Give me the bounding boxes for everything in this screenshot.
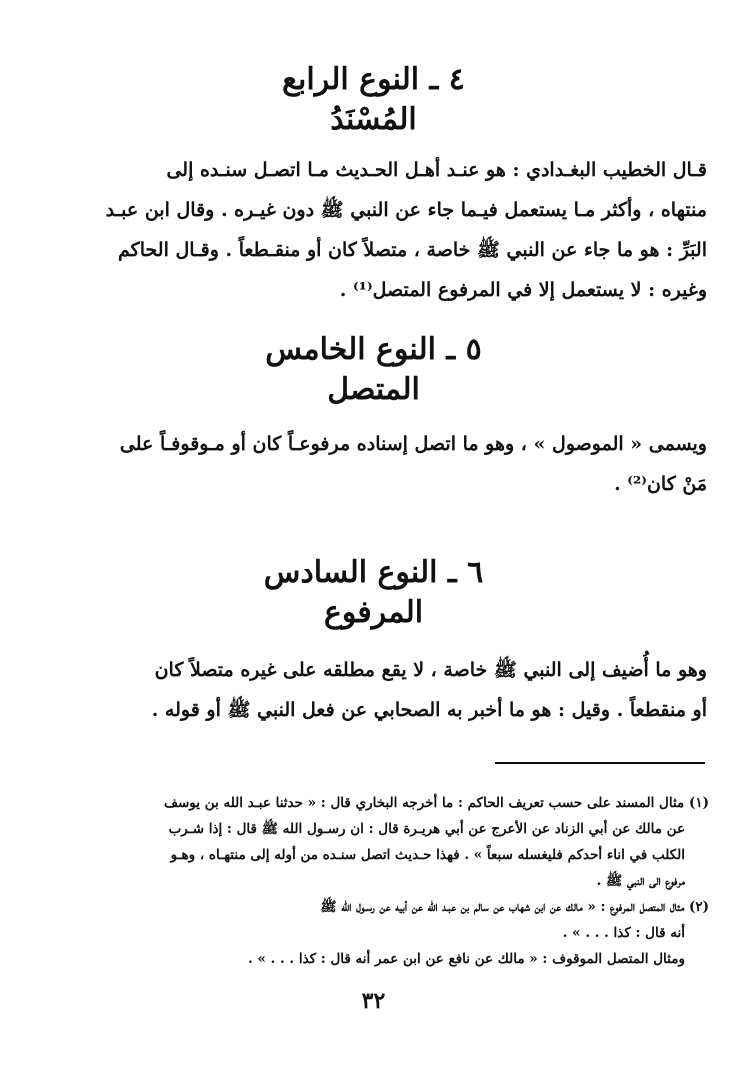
section-subtitle: المرفوع xyxy=(323,595,424,630)
paragraph-line: أو منقطعاً . وقيل : هو ما أخبر به الصحابي عن فعل النبي ﷺ أو قوله . xyxy=(151,699,707,721)
section-paragraph xyxy=(42,150,707,310)
section-title: ٦ ـ النوع السادس xyxy=(263,555,484,590)
footnote xyxy=(39,894,709,972)
section-heading xyxy=(0,553,747,633)
section-paragraph xyxy=(42,650,707,730)
section-subtitle: المُسْنَدُ xyxy=(330,102,417,137)
section-title: ٥ ـ النوع الخامس xyxy=(265,332,482,367)
section-paragraph xyxy=(42,424,707,504)
paragraph-line: وغيره : لا يستعمل إلا في المرفوع المتصل⁽¹⁾ . xyxy=(339,279,707,301)
footnote-line: مرفوع الى النبي ﷺ . xyxy=(596,873,685,889)
footnote-line: ومثال المتصل الموقوف : « مالك عن نافع عن ابن عمر أنه قال : كذا . . . » . xyxy=(248,951,685,967)
footnote-line: أنه قال : كذا . . . » . xyxy=(562,925,685,941)
footnote-line: (٢) مثال المتصل المرفوع : « مالك عن ابن شهاب عن سالم بن عبـد الله عن أبيه عن رسـول الله ﷺ xyxy=(320,899,709,915)
page-number: ٣٢ xyxy=(361,988,386,1014)
footnote xyxy=(39,790,709,894)
paragraph-line: مَنْ كان⁽²⁾ . xyxy=(614,473,707,495)
section-heading xyxy=(0,60,747,140)
footnote-line: الكلب في اناء أحدكم فليغسله سبعاً » . فهذا حـديث اتصل سنـده من أوله إلى منتهـاه ، وهـو xyxy=(170,847,685,863)
footnote-separator xyxy=(495,762,705,764)
section-subtitle: المتصل xyxy=(327,372,420,407)
paragraph-line: البَرِّ : هو ما جاء عن النبي ﷺ خاصة ، متصلاً كان أو منقـطعاً . وقـال الحاكم xyxy=(118,239,707,261)
paragraph-line: قـال الخطيب البغـدادي : هو عنـد أهـل الحـديث مـا اتصـل سنـده إلى xyxy=(166,159,707,181)
footnote-line: (١) مثال المسند على حسب تعريف الحاكم : ما أخرجه البخاري قال : « حدثنا عبـد الله بن يوسف xyxy=(164,795,709,811)
paragraph-line: وهو ما أُضيف إلى النبي ﷺ خاصة ، لا يقع مطلقه على غيره متصلاً كان xyxy=(154,659,707,681)
section-title: ٤ ـ النوع الرابع xyxy=(282,62,465,97)
footnote-line: عن مالك عن أبي الزناد عن الأعرج عن أبي هريـرة قال : ان رسـول الله ﷺ قال : إذا شـرب xyxy=(168,821,685,837)
paragraph-line: ويسمى « الموصول » ، وهو ما اتصل إسناده مرفوعـاً كان أو مـوقوفـاً على xyxy=(119,433,707,455)
section-heading xyxy=(0,330,747,410)
paragraph-line: منتهاه ، وأكثر مـا يستعمل فيـما جاء عن النبي ﷺ دون غيـره . وقال ابن عبـد xyxy=(105,199,707,221)
